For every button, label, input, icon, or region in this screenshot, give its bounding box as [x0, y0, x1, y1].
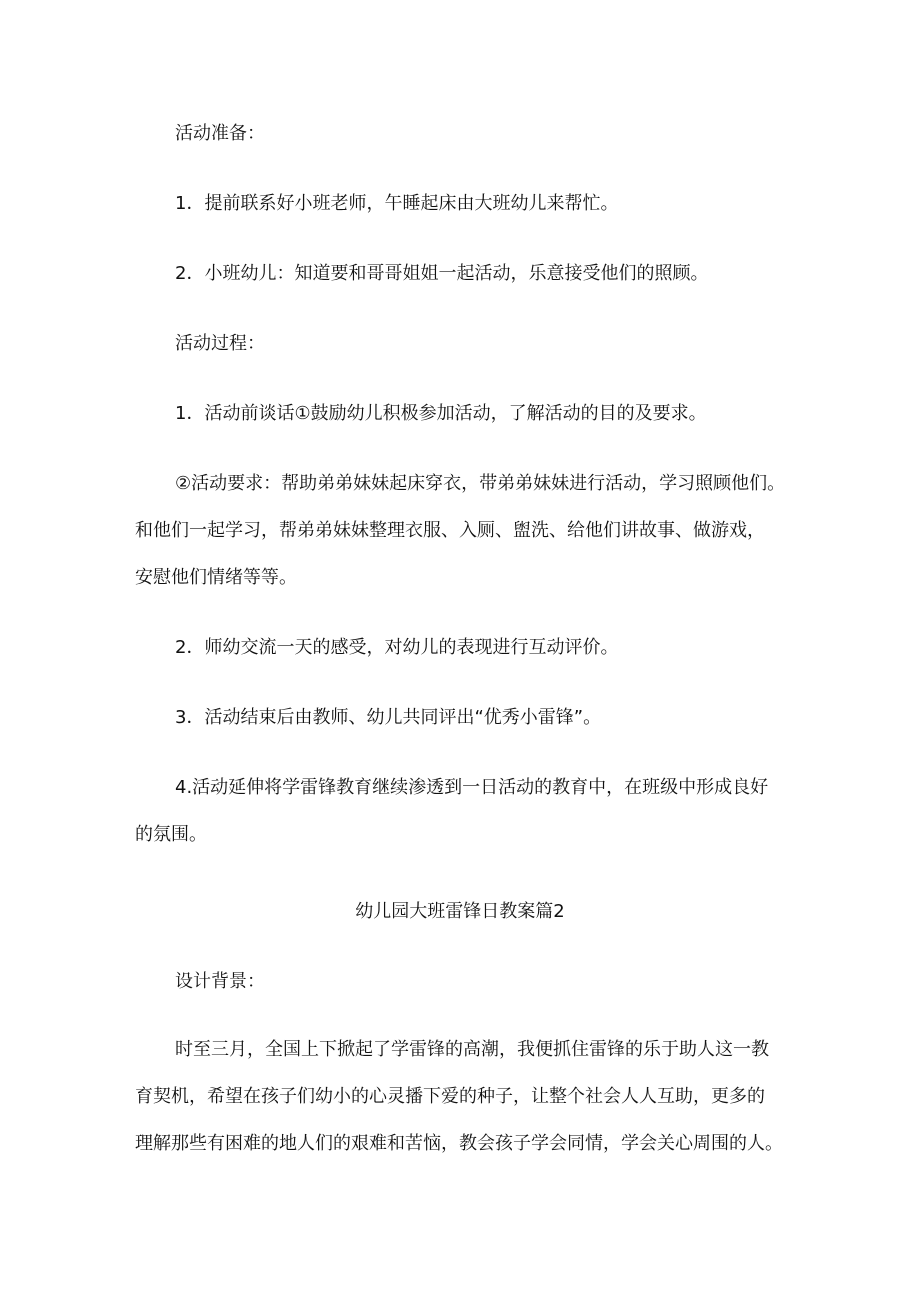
- process-heading: 活动过程：: [175, 333, 265, 354]
- prep-item-2: 2．小班幼儿：知道要和哥哥姐姐一起活动，乐意接受他们的照顾。: [175, 263, 709, 284]
- background-heading: 设计背景：: [175, 971, 265, 992]
- process-item-1b-line-2: 和他们一起学习，帮弟弟妹妹整理衣服、入厕、盥洗、给他们讲故事、做游戏，: [135, 520, 765, 541]
- process-item-2: 2．师幼交流一天的感受，对幼儿的表现进行互动评价。: [175, 637, 619, 658]
- section-title: 幼儿园大班雷锋日教案篇2: [355, 901, 565, 922]
- process-item-4-line-1: 4.活动延伸将学雷锋教育继续渗透到一日活动的教育中，在班级中形成良好: [175, 777, 769, 798]
- background-line-3: 理解那些有困难的地人们的艰难和苦恼，教会孩子学会同情，学会关心周围的人。: [135, 1133, 783, 1154]
- background-line-2: 育契机，希望在孩子们幼小的心灵播下爱的种子，让整个社会人人互助，更多的: [135, 1086, 765, 1107]
- process-item-4-line-2: 的氛围。: [135, 824, 207, 845]
- process-item-1b-line-1: ②活动要求：帮助弟弟妹妹起床穿衣，带弟弟妹妹进行活动，学习照顾他们。: [175, 473, 786, 494]
- process-item-3: 3．活动结束后由教师、幼儿共同评出“优秀小雷锋”。: [175, 707, 602, 728]
- prep-item-1: 1．提前联系好小班老师，午睡起床由大班幼儿来帮忙。: [175, 193, 619, 214]
- process-item-1: 1．活动前谈话①鼓励幼儿积极参加活动，了解活动的目的及要求。: [175, 403, 707, 424]
- process-item-1b-line-3: 安慰他们情绪等等。: [135, 567, 297, 588]
- background-line-1: 时至三月，全国上下掀起了学雷锋的高潮，我便抓住雷锋的乐于助人这一教: [175, 1039, 769, 1060]
- prep-heading: 活动准备：: [175, 123, 265, 144]
